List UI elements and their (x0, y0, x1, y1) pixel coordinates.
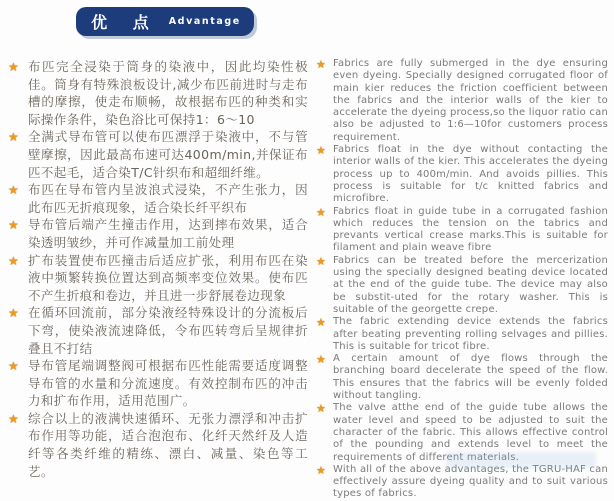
advantage-text-english: With all of the above advantages, the TGRU-HAF can effectively assure dyeing quality and to suit various types of fabrics. (333, 463, 608, 500)
list-item (316, 206, 608, 255)
star-icon: ★ (316, 463, 326, 477)
star-icon: ★ (316, 353, 326, 367)
advantage-text-english: Fabrics float in the dye without contacting the interior walls of the kier. This accelerates the dyeing process up to 400m/min. And avoids pillies. This process is suitable for t/c knitted fabrics and microfibre. (333, 144, 608, 205)
advantage-text-english: Fabrics float in guide tube in a corrugated fashion which reduces the tension on the tabrics and prevants vertical crease marks.This is suitable for filament and plain weave fibre (333, 205, 608, 254)
list-item (8, 181, 308, 216)
list-item (316, 353, 608, 402)
section-title-chinese: 优 点 (91, 13, 159, 32)
advantage-text-chinese: 布匹在导布管内呈波浪式浸染，不产生张力，因此布匹无折痕现象，适合染长纤平织布 (28, 182, 308, 215)
advantage-text-english: A certain amount of dye flows through the branching board decelerate the speed of the flow. This ensures that the fabrics will be evenly folded without tangling. (333, 353, 608, 402)
star-icon: ★ (8, 411, 19, 426)
list-item (8, 304, 308, 357)
advantage-text-chinese: 导布管尾端调整阀可根据布匹性能需要适度调整导布管的水量和分流速度。有效控制布匹的冲击力和扩布作用，适用范围广。 (28, 358, 308, 409)
advantage-text-chinese: 综合以上的液满快速循环、无张力漂浮和冲击扩布作用等功能，适合泡泡布、化纤天然纤及人造纤等各类纤维的精练、漂白、减量、染色等工艺。 (28, 410, 308, 479)
advantages-list-chinese (8, 58, 308, 501)
star-icon: ★ (316, 58, 326, 71)
advantages-list-english (316, 58, 608, 501)
section-header-ribbon (76, 7, 254, 36)
advantage-text-chinese: 扩布装置使布匹撞击后适应扩张，利用布匹在染液中频繁转换位置达到高频率变位效果。使布匹不产生折痕和卷边，并且进一步舒展卷边现象 (28, 252, 308, 303)
advantage-text-english: The fabric extending device extends the fabrics after beating preventing rolling selvages and pillies. This is suitable for tricot fibre. (333, 316, 608, 352)
star-icon: ★ (316, 254, 326, 268)
list-item (8, 252, 308, 305)
watermark (446, 452, 596, 468)
advantage-text-english: Fabrics are fully submerged in the dye ensuring even dyeing. Specially designed corrugated floor of main kier reduces the friction coefficient between the fabrics and the interior walls of the kier to accelerate the dyeing process,so the liquor ratio can also be adjusted to 1:6—10for customers process requirement. (333, 58, 608, 143)
section-title-english: Advantage (168, 16, 241, 27)
list-item (8, 410, 308, 480)
list-item (316, 316, 608, 353)
list-item (8, 128, 308, 181)
advantage-text-english: Fabrics can be treated before the mercerization using the specially designed beating device located at the end of the guide tube. The device may also be substit-uted for the rotary washer. This is suitable of the georgette crepe. (333, 254, 608, 315)
list-item (316, 255, 608, 316)
star-icon: ★ (8, 306, 19, 321)
list-item (316, 464, 608, 501)
list-item (8, 58, 308, 128)
star-icon: ★ (8, 183, 19, 198)
star-icon: ★ (8, 253, 19, 268)
star-icon: ★ (8, 359, 19, 374)
advantage-text-chinese: 在循环回流前，部分染液经特殊设计的分流板后下弯，使染液流速降低，令布匹转弯后呈规律折叠且不打结 (28, 305, 308, 356)
star-icon: ★ (316, 205, 326, 219)
star-icon: ★ (8, 218, 19, 233)
list-item (316, 58, 608, 144)
list-item (316, 144, 608, 205)
advantage-text-chinese: 导布管后端产生撞击作用，达到摔布效果，适合染透明皱纱，并可作减量加工前处理 (28, 217, 308, 250)
list-item (8, 216, 308, 251)
advantages-content (8, 58, 608, 501)
star-icon: ★ (8, 60, 19, 74)
star-icon: ★ (316, 316, 326, 330)
list-item (8, 357, 308, 410)
advantage-text-chinese: 全满式导布管可以使布匹漂浮于染液中，不与管壁摩擦，因此最高布速可达400m/min,并保证布匹不起毛，适合染T/C针织布和超细纤维。 (28, 129, 308, 180)
star-icon: ★ (316, 402, 326, 416)
advantage-text-chinese: 布匹完全浸染于筒身的染液中，因此均染性极佳。筒身有特殊浪板设计,减少布匹前进时与走布槽的摩擦，使走布顺畅，故根据布匹的种类和实际操作条件，染色浴比可保持1：6～10 (28, 59, 308, 127)
star-icon: ★ (8, 130, 19, 145)
star-icon: ★ (316, 144, 326, 158)
advantage-text-english: The valve atthe end of the guide tube allows the water level and speed to be adjusted to suit the character of the fabric. This allows effective control of the pounding and extends level to meet the requirements of different materials. (333, 402, 608, 463)
